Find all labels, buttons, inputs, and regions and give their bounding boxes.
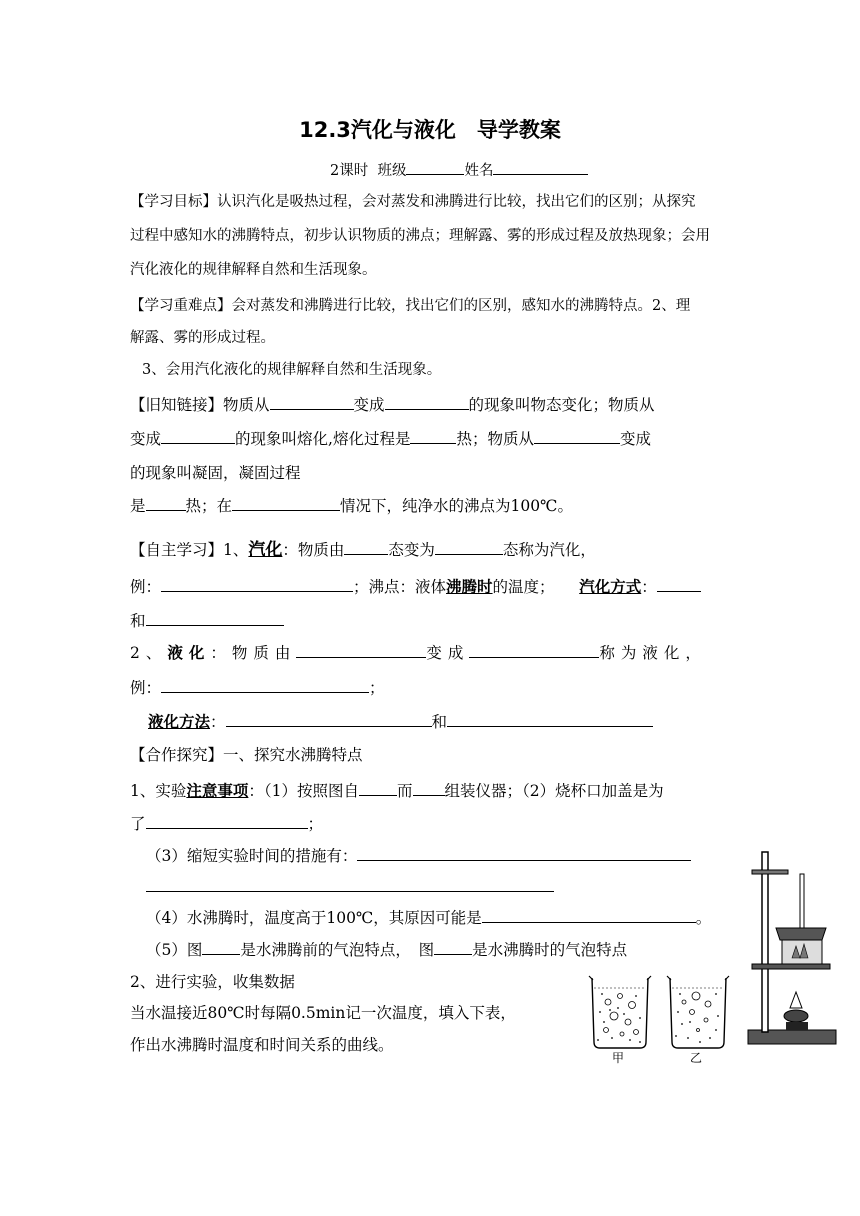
blank[interactable]: [161, 677, 369, 693]
beaker-jia: [589, 976, 651, 1048]
coop-line-6: 2、进行实验，收集数据: [130, 973, 295, 991]
ring-support: [752, 964, 830, 969]
blank[interactable]: [296, 642, 426, 658]
stand-rod: [762, 852, 768, 1032]
key-points-line-1: 【学习重难点】会对蒸发和沸腾进行比较，找出它们的区别，感知水的沸腾特点。2、理: [130, 298, 691, 314]
blank[interactable]: [202, 939, 240, 955]
review-line-2: 变成 的现象叫熔化,熔化过程是 热；物质从 变成: [130, 430, 651, 448]
self-study-line-6: 液化方法： 和: [148, 710, 653, 732]
coop-line-8: 作出水沸腾时温度和时间关系的曲线。: [130, 1036, 394, 1054]
blank[interactable]: [232, 495, 340, 511]
coop-line-3b: [146, 876, 554, 896]
blank[interactable]: [357, 845, 691, 861]
blank[interactable]: [534, 428, 620, 444]
coop-line-2: 了 ；: [130, 815, 324, 833]
clamp-top: [752, 870, 788, 874]
coop-line-7: 当水温接近80℃时每隔0.5min记一次温度，填入下表，: [130, 1004, 516, 1022]
blank[interactable]: [447, 711, 653, 727]
self-study-line-4: 2、液化：物质由 变成 称为液化，: [130, 643, 707, 662]
blank[interactable]: [146, 876, 554, 892]
coop-line-1: 1、实验注意事项：（1）按照图自 而 组装仪器；（2）烧杯口加盖是为: [130, 781, 664, 800]
blank[interactable]: [657, 576, 701, 592]
header-line: 2课时 班级 姓名: [330, 159, 588, 180]
blank[interactable]: [146, 610, 284, 626]
key-points-line-3: 3、会用汽化液化的规律解释自然和生活现象。: [142, 362, 442, 378]
stand-base: [748, 1030, 836, 1044]
blank[interactable]: [146, 813, 308, 829]
self-study-line-3: 和: [130, 609, 284, 631]
blank[interactable]: [413, 780, 445, 796]
lamp-base: [786, 1022, 808, 1030]
beaker-lid: [776, 928, 826, 940]
beaker-figures: [584, 972, 734, 1064]
boiling-apparatus: [746, 848, 840, 1052]
beaker-yi: [667, 976, 729, 1048]
self-study-line-1: 【自主学习】1、汽化：物质由 态变为 态称为汽化，: [130, 540, 596, 560]
class-blank[interactable]: [406, 159, 464, 175]
page-title: 12.3汽化与液化 导学教案: [299, 118, 561, 142]
name-blank[interactable]: [493, 159, 588, 175]
burner-flame-icon: [790, 992, 802, 1008]
self-study-line-5: 例： ；: [130, 679, 385, 697]
blank[interactable]: [385, 394, 469, 410]
blank[interactable]: [469, 642, 599, 658]
blank[interactable]: [226, 711, 432, 727]
review-line-1: 【旧知链接】物质从 变成 的现象叫物态变化；物质从: [130, 396, 655, 414]
blank[interactable]: [434, 939, 472, 955]
self-study-line-2: 例： ；沸点：液体沸腾时的温度； 汽化方式：: [130, 575, 701, 597]
coop-line-4: （4）水沸腾时，温度高于100℃，其原因可能是 。: [146, 909, 712, 927]
blank[interactable]: [359, 780, 397, 796]
objectives-line-1: 【学习目标】认识汽化是吸热过程，会对蒸发和沸腾进行比较，找出它们的区别；从探究: [130, 194, 696, 210]
review-line-3: 的现象叫凝固，凝固过程: [130, 464, 301, 482]
blank[interactable]: [161, 576, 353, 592]
key-points-line-2: 解露、雾的形成过程。: [130, 330, 275, 346]
coop-heading: 【合作探究】一、探究水沸腾特点: [130, 746, 363, 764]
alcohol-lamp: [784, 1010, 808, 1022]
review-line-4: 是 热；在 情况下，纯净水的沸点为100℃。: [130, 497, 573, 515]
coop-line-5: （5）图 是水沸腾前的气泡特点， 图 是水沸腾时的气泡特点: [146, 941, 628, 959]
objectives-line-2: 过程中感知水的沸腾特点，初步认识物质的沸点；理解露、雾的形成过程及放热现象；会用: [130, 228, 710, 244]
beaker-jia-label: 甲: [611, 1051, 625, 1064]
blank[interactable]: [410, 428, 456, 444]
blank[interactable]: [270, 394, 354, 410]
blank[interactable]: [161, 428, 235, 444]
blank[interactable]: [435, 539, 503, 555]
blank[interactable]: [482, 907, 696, 923]
objectives-line-3: 汽化液化的规律解释自然和生活现象。: [130, 262, 377, 278]
blank[interactable]: [344, 539, 388, 555]
coop-line-3: （3）缩短实验时间的措施有：: [146, 844, 691, 866]
blank[interactable]: [146, 495, 186, 511]
beaker-yi-label: 乙: [689, 1051, 703, 1064]
